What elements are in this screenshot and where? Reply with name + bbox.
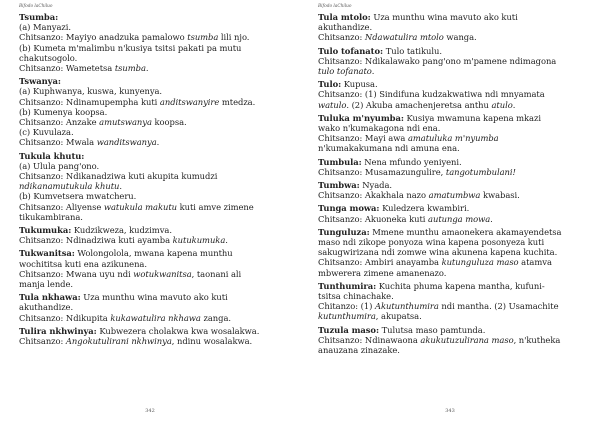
entry-text: . <box>490 213 493 224</box>
example-term: Ndawatulira mtolo <box>364 32 444 43</box>
dictionary-entry <box>19 76 281 147</box>
entry-line <box>19 43 281 53</box>
entry-line <box>19 248 281 258</box>
example-term: tangotumbulani! <box>445 166 516 177</box>
entry-text: Kuchita phuma kapena mantha, kufuni- <box>376 280 545 291</box>
dictionary-entry <box>19 225 281 245</box>
entry-text: Chitsanzo: Mayi awa <box>318 133 408 144</box>
entry-list <box>318 12 580 355</box>
example-term: amatumbwa <box>428 190 481 201</box>
entry-line <box>318 247 580 257</box>
entry-text: , ndinu wosalakwa. <box>171 336 253 347</box>
entry-line <box>318 46 580 56</box>
entry-line <box>318 257 580 267</box>
entry-text: Tulo tatikulu. <box>383 45 442 56</box>
example-term: kutunthumira <box>318 311 376 322</box>
headword: Tulira nkhwinya: <box>19 325 97 336</box>
entry-text: Chitsanzo: Ndinawaona <box>318 334 421 345</box>
headword: Tunga mowa: <box>318 203 380 214</box>
entry-line <box>19 202 281 212</box>
dictionary-entry <box>19 151 281 222</box>
entry-line <box>19 12 281 22</box>
entry-line <box>19 127 281 137</box>
example-term: ndikanamutukula khutu. <box>19 181 122 192</box>
entry-line <box>19 181 281 191</box>
entry-text: tsitsa chinachake. <box>318 291 394 302</box>
dictionary-entry <box>318 79 580 110</box>
entry-text: wako n'kumakagona ndi ena. <box>318 123 441 134</box>
example-term: wotukwanitsa <box>133 268 192 279</box>
headword: Tula mtolo: <box>318 12 371 22</box>
dictionary-entry <box>318 113 580 154</box>
entry-line <box>19 117 281 127</box>
entry-text: . (2) Akuba amachenjeretsa anthu <box>346 99 492 110</box>
entry-line <box>318 143 580 153</box>
entry-line <box>318 12 580 22</box>
entry-line <box>318 291 580 301</box>
entry-text: Uza munthu wina mavuto ako kuti <box>370 12 518 22</box>
entry-text: , taonani ali <box>191 268 242 279</box>
entry-line <box>318 100 580 110</box>
example-term: tulo tofanato <box>318 66 372 77</box>
entry-text: Chitsanzo: Mayiyo anadzuka pamalowo <box>19 32 188 43</box>
entry-line <box>318 335 580 345</box>
entry-text: Chitsanzo: Aliyense <box>19 201 104 212</box>
entry-text: Chitsanzo: Ndikupita <box>19 312 111 323</box>
entry-text: Chitsanzo: Mwala <box>19 137 97 148</box>
entry-text: Kudzikweza, kudzimva. <box>71 225 172 236</box>
entry-line <box>19 302 281 312</box>
entry-text: (c) Kuvulaza. <box>19 127 74 138</box>
entry-line <box>19 313 281 323</box>
entry-text: ndi mantha. (2) Usamachite <box>438 301 559 312</box>
entry-line <box>318 268 580 278</box>
entry-text: Uza munthu wina mavuto ako kuti <box>80 292 228 303</box>
entry-line <box>19 161 281 171</box>
entry-line <box>19 336 281 346</box>
entry-text: Chitanzo: (1) <box>318 301 375 312</box>
entry-line <box>19 53 281 63</box>
entry-text: . <box>225 235 228 246</box>
entry-text: Kubwezera cholakwa kwa wosalakwa. <box>96 325 260 336</box>
entry-text: zanga. <box>200 312 232 323</box>
page-number: 343 <box>445 408 455 414</box>
entry-text: (b) Kumeta m'malimbu n'kusiya tsitsi pakati pa mutu <box>19 42 242 53</box>
entry-line <box>19 63 281 73</box>
example-term: autunga mowa <box>428 213 491 224</box>
entry-line <box>318 22 580 32</box>
entry-text: sakugwirizana ndi zomwe wina akunena kapena kuchita. <box>318 247 558 258</box>
entry-text: mtedza. <box>219 96 256 107</box>
entry-text: Chitsanzo: Ndikalawako pang'ono m'pamene ndimagona <box>318 55 557 66</box>
entry-line <box>318 123 580 133</box>
example-term: Angokutulirani nkhwinya <box>65 336 172 347</box>
entry-text: lili njo. <box>218 32 250 43</box>
entry-line <box>318 133 580 143</box>
example-term: akukutuzulirana maso <box>420 334 514 345</box>
entry-line <box>19 259 281 269</box>
dictionary-entry <box>318 12 580 43</box>
entry-text: . <box>371 66 375 77</box>
headword: Tumbula: <box>318 156 362 167</box>
entry-list <box>19 12 281 346</box>
entry-line <box>318 311 580 321</box>
entry-text: (a) Ulula pang'ono. <box>19 160 100 171</box>
dictionary-entry <box>318 203 580 223</box>
headword: Tunthumira: <box>318 280 377 291</box>
entry-line <box>318 325 580 335</box>
dictionary-entry <box>318 157 580 177</box>
entry-line <box>318 281 580 291</box>
entry-text: . <box>512 99 516 110</box>
entry-text: mbwerera zimene amanenazo. <box>318 267 447 278</box>
example-term: tsumba <box>114 63 146 74</box>
entry-text: Nyada. <box>359 180 393 191</box>
entry-line <box>19 32 281 42</box>
entry-text: Chitsanzo: Mwana uyu ndi <box>19 268 134 279</box>
example-term: anditswanyire <box>159 96 220 107</box>
entry-text: (a) Kuphwanya, kuswa, kunyenya. <box>19 86 163 97</box>
headword: Tukwanitsa: <box>19 248 75 259</box>
example-term: tsumba <box>187 32 219 43</box>
entry-line <box>318 203 580 213</box>
headword: Tswanya: <box>19 76 61 87</box>
entry-line <box>318 79 580 89</box>
entry-text: (b) Kumvetsera mwatcheru. <box>19 191 137 202</box>
entry-line <box>19 97 281 107</box>
dictionary-entry <box>318 281 580 322</box>
entry-text: , n'kutheka <box>513 334 561 345</box>
entry-line <box>318 190 580 200</box>
dictionary-entry <box>19 326 281 346</box>
dictionary-entry <box>318 180 580 200</box>
headword: Tuluka m'nyumba: <box>318 112 404 123</box>
entry-line <box>318 214 580 224</box>
running-head: Bifodo laChiluo <box>318 4 352 9</box>
entry-text: Nena mfundo yeniyeni. <box>361 156 462 167</box>
entry-text: n'kumakakumana ndi amuna ena. <box>318 143 460 154</box>
entry-text: kwabasi. <box>480 190 520 201</box>
entry-text: Chitsanzo: Ndinadziwa kuti ayamba <box>19 235 173 246</box>
entry-line <box>318 56 580 66</box>
entry-text: Mmene munthu amaonekera akamayendetsa <box>369 226 562 237</box>
entry-line <box>318 157 580 167</box>
entry-text: anauzana zinazake. <box>318 345 400 356</box>
entry-text: Chitsanzo: Musamazungulire, <box>318 166 446 177</box>
entry-line <box>19 326 281 336</box>
example-term: Akutunthumira <box>375 301 439 312</box>
headword: Tula nkhawa: <box>19 292 81 303</box>
headword: Tsumba: <box>19 12 59 22</box>
entry-text: Chitsanzo: Ndinamupempha kuti <box>19 96 160 107</box>
entry-text: koopsa. <box>151 117 187 128</box>
entry-line <box>318 66 580 76</box>
entry-line <box>19 137 281 147</box>
entry-text: kuti amve zimene <box>177 201 254 212</box>
headword: Tunguluza: <box>318 226 370 237</box>
entry-line <box>318 167 580 177</box>
entry-line <box>19 76 281 86</box>
entry-text: . <box>145 63 149 74</box>
example-term: amutswanya <box>99 117 152 128</box>
entry-line <box>318 32 580 42</box>
entry-line <box>318 227 580 237</box>
entry-text: Chitsanzo: Akakhala nazo <box>318 190 429 201</box>
headword: Tuzula maso: <box>318 324 380 335</box>
entry-text: Chitsanzo: Akuoneka kuti <box>318 213 429 224</box>
entry-text: Chitsanzo: Ndikanadziwa kuti akupita kumudzi <box>19 171 218 182</box>
entry-line <box>19 191 281 201</box>
entry-text: chakutsogolo. <box>19 52 78 63</box>
example-term: watukula makutu <box>103 201 178 212</box>
dictionary-entry <box>19 292 281 323</box>
entry-text: (b) Kumenya koopsa. <box>19 106 108 117</box>
right-page <box>300 0 600 424</box>
entry-text: akuthandize. <box>318 22 373 33</box>
entry-line <box>19 22 281 32</box>
entry-line <box>19 225 281 235</box>
entry-line <box>19 279 281 289</box>
entry-line <box>19 107 281 117</box>
dictionary-entry <box>318 325 580 356</box>
example-term: kutukumuka <box>172 235 226 246</box>
entry-line <box>19 171 281 181</box>
entry-line <box>19 86 281 96</box>
entry-text: Wolongolola, mwana kapena munthu <box>74 248 233 259</box>
entry-line <box>318 180 580 190</box>
example-term: kukawatulira nkhawa <box>110 312 201 323</box>
entry-text: Chitsanzo: <box>19 336 66 347</box>
entry-text: Chitsanzo: (1) Sindifuna kudzakwatiwa ndi mnyamata <box>318 89 545 100</box>
entry-text: (a) Manyazi. <box>19 22 72 33</box>
entry-text: Chitsanzo: <box>318 32 365 43</box>
headword: Tukula khutu: <box>19 150 85 161</box>
dictionary-entry <box>318 46 580 77</box>
entry-text: tikukambirana. <box>19 211 83 222</box>
dictionary-entry <box>19 12 281 73</box>
entry-line <box>318 113 580 123</box>
entry-text: . <box>156 137 160 148</box>
entry-line <box>318 89 580 99</box>
entry-text: wanga. <box>443 32 477 43</box>
entry-text: akuthandize. <box>19 302 74 313</box>
entry-text: Chitsanzo: Ambiri anayamba <box>318 257 442 268</box>
entry-line <box>19 235 281 245</box>
entry-line <box>19 212 281 222</box>
example-term: atulo <box>491 99 513 110</box>
entry-line <box>318 237 580 247</box>
entry-line <box>19 269 281 279</box>
entry-text: Kusiya mwamuna kapena mkazi <box>403 112 541 123</box>
entry-text: , akupatsa. <box>375 311 422 322</box>
entry-text: Chitsanzo: Anzake <box>19 117 100 128</box>
example-term: wanditswanya <box>96 137 157 148</box>
entry-line <box>318 301 580 311</box>
headword: Tulo tofanato: <box>318 45 384 56</box>
example-term: watulo <box>318 99 347 110</box>
dictionary-entry <box>19 248 281 289</box>
headword: Tulo: <box>318 79 342 90</box>
example-term: amatuluka m'nyumba <box>407 133 499 144</box>
example-term: kutunguluza maso <box>441 257 519 268</box>
entry-text: Chitsanzo: Wametetsa <box>19 63 115 74</box>
entry-text: Kupusa. <box>341 79 378 90</box>
dictionary-entry <box>318 227 580 278</box>
entry-line <box>19 292 281 302</box>
running-head: Bifodo laChiluo <box>19 4 53 9</box>
entry-line <box>318 345 580 355</box>
headword: Tukumuka: <box>19 225 72 236</box>
entry-text: manja lende. <box>19 279 73 290</box>
entry-text: Kuledzera kwambiri. <box>379 203 470 214</box>
page-number: 342 <box>145 408 155 414</box>
entry-line <box>19 151 281 161</box>
headword: Tumbwa: <box>318 180 360 191</box>
entry-text: maso ndi zikope ponyoza wina kapena posonyeza kuti <box>318 237 545 248</box>
entry-text: Tulutsa maso pamtunda. <box>379 324 486 335</box>
entry-text: atamva <box>518 257 552 268</box>
entry-text: wochititsa kuti ena azikunena. <box>19 258 147 269</box>
